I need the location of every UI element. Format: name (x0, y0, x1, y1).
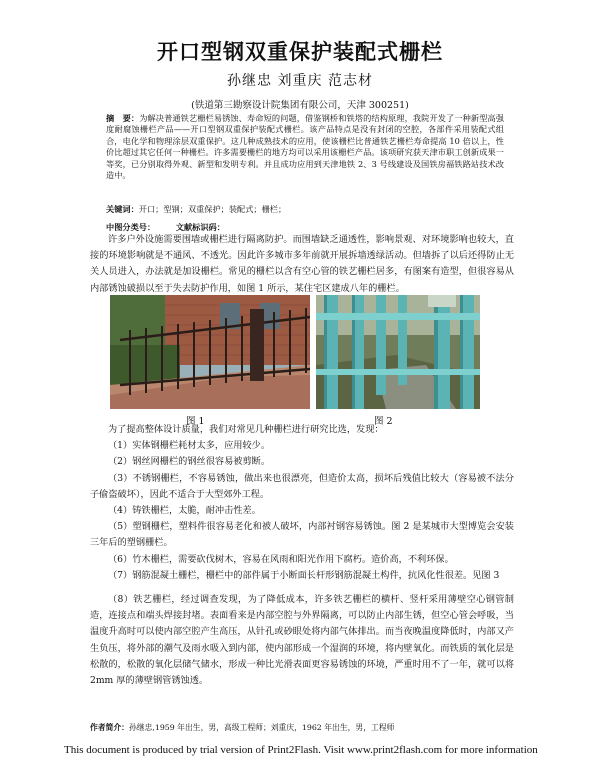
abstract-label: 摘 要： (106, 113, 140, 123)
comparison-intro: 为了提高整体设计质量，我们对常见几种栅栏进行研究比选，发现： (108, 424, 384, 435)
figure-2-photo (316, 295, 480, 409)
intro-paragraph: 许多户外设施需要围墙或栅栏进行隔离防护。而围墙缺乏通透性，影响景观、对环境影响也较大，直接的环境影响就是不通风、不透光。因此许多城市多年前就开展拆墙透绿活动。但墙拆了以后还得防止无关人员进入，办法就是加设栅栏。常见的栅栏以含有空心管的铁艺栅栏居多，有图案有造型，但很容易从内部锈蚀破损以至于失去防护作用，如图 1 所示，某住宅区建成八年的栅栏。 (90, 234, 514, 294)
author-note-label: 作者简介： (90, 723, 129, 732)
intro-section (90, 232, 514, 297)
doc-code-label: 文献标识码： (175, 222, 225, 232)
list-item: （1）实体钢栅栏耗材太多，应用较少。 (108, 440, 271, 452)
list-item: （8）铁艺栅栏，经过调查发现，为了降低成本，许多铁艺栅栏的横杆、竖杆采用薄壁空心钢管制造，连接点和端头焊接封堵。表面看来是内部空腔与外界隔离，可以防止内部生锈，但空心管会呼吸，当温度升高时可以使内部空腔产生高压，从针孔或砂眼处将内部气体排出。而当夜晚温度降低时，内部又产生负压，将外部的潮气及雨水吸入到内部，使内部形成一个湿润的环境，将内壁氧化。而铁质的氧化层是松散的，松散的氧化层储气储水，形成一种比光滑表面更容易锈蚀的环境，严重时用不了一年，就可以将 2mm 厚的薄壁钢管锈蚀透。 (90, 594, 514, 687)
keywords-text: 开口；型钢；双重保护；装配式；栅栏； (138, 204, 287, 214)
comparison-list (90, 422, 514, 689)
list-item: （2）钢丝网栅栏的钢丝很容易被剪断。 (108, 456, 271, 468)
abstract (106, 113, 504, 181)
figure-1-photo (110, 295, 310, 409)
list-item: （5）塑钢栅栏，塑料件很容易老化和被人破坏，内部衬钢容易锈蚀。图 2 是某城市大型博览会安装三年后的塑钢栅栏。 (90, 521, 514, 549)
keywords (106, 204, 504, 215)
keywords-label: 关键词： (106, 204, 139, 214)
paper-title: 开口型钢双重保护装配式栅栏 (157, 40, 443, 64)
paper-affiliation: (铁道第三勘察设计院集团有限公司，天津 300251) (191, 100, 409, 111)
figure-1-caption: 图 1 (186, 416, 205, 427)
author-note-text: 孙继忠,1959 年出生，男，高级工程师；刘重庆，1962 年出生，男，工程师 (128, 723, 395, 732)
list-item: （7）钢筋混凝土栅栏，栅栏中的部件属于小断面长杆形钢筋混凝土构件，抗风化性很差。见图 3 (108, 569, 500, 581)
author-note (90, 722, 394, 733)
paper-authors: 孙继忠 刘重庆 范志材 (227, 73, 373, 89)
list-item: （3）不锈钢栅栏，不容易锈蚀，做出来也很漂亮，但造价太高，损坏后残值比较大（容易被不法分子偷盗破坏），因此不适合于大型郊外工程。 (90, 472, 514, 500)
class-number-label: 中图分类号： (106, 222, 156, 232)
list-item: （4）铸铁栅栏，太脆，耐冲击性差。 (108, 505, 261, 517)
figure-2-caption: 图 2 (374, 416, 393, 427)
trial-watermark: This document is produced by trial version of Print2Flash. Visit www.print2flash.com for more information (64, 744, 538, 756)
abstract-text: 为解决普通铁艺栅栏易锈蚀、寿命短的问题，借鉴钢桥和铁塔的结构原理，我院开发了一种新型高强度耐腐蚀栅栏产品——开口型钢双重保护装配式栅栏。该产品特点是没有封闭的空腔，各部件采用装配式组合，电化学和物理涂层双重保护。这几种成熟技术的应用，使该栅栏比普通铁艺栅栏寿命提高 10 倍以上，性价比超过其它任何一种栅栏。许多需要栅栏的地方均可以采用该栅栏产品。该项研究获天津市职工创新成果一等奖，已分别取得外观、新型和发明专利。并且成功应用到天津地铁 2、3 号线建设及国铁房福铁路站技术改造中。 (106, 113, 504, 181)
list-item: （6）竹木栅栏，需要砍伐树木，容易在风雨和阳光作用下腐朽。造价高，不利环保。 (108, 553, 454, 565)
